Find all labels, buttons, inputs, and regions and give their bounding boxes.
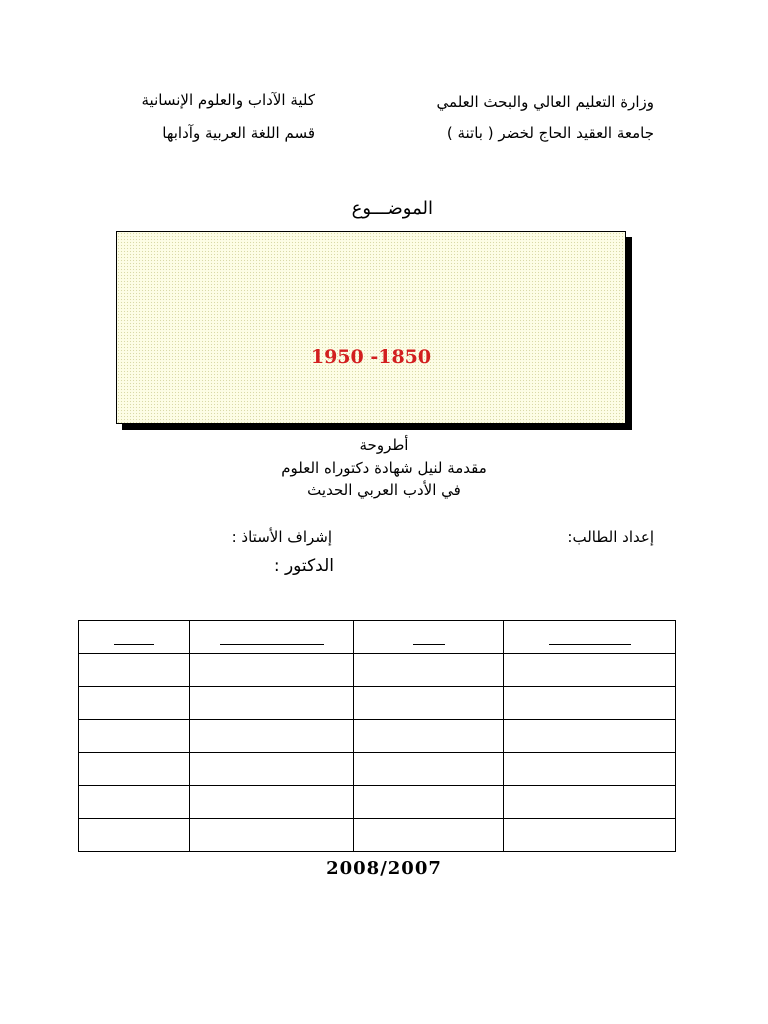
- supervisor-label: إشراف الأستاذ :: [231, 528, 332, 546]
- table-cell: [190, 819, 354, 852]
- table-header-cell: [354, 621, 504, 654]
- table-cell: [79, 819, 190, 852]
- table-cell: [190, 753, 354, 786]
- table-cell: [354, 786, 504, 819]
- table-cell: [354, 687, 504, 720]
- table-cell: [504, 687, 676, 720]
- blank-line: [114, 632, 154, 645]
- academic-year: 2008/2007: [326, 858, 442, 879]
- table-cell: [79, 753, 190, 786]
- table-cell: [354, 720, 504, 753]
- table-cell: [190, 786, 354, 819]
- table-header-row: [79, 621, 676, 654]
- table-cell: [504, 819, 676, 852]
- table-cell: [79, 654, 190, 687]
- doctor-label: الدكتور :: [273, 556, 334, 576]
- table-cell: [504, 720, 676, 753]
- faculty-name: كلية الآداب والعلوم الإنسانية: [141, 91, 315, 109]
- table-cell: [190, 720, 354, 753]
- table-cell: [354, 654, 504, 687]
- table-header-cell: [79, 621, 190, 654]
- table-row: [79, 720, 676, 753]
- table-row: [79, 654, 676, 687]
- table-cell: [504, 654, 676, 687]
- blank-line: [220, 632, 324, 645]
- committee-table: [78, 620, 676, 852]
- table-cell: [354, 753, 504, 786]
- table-cell: [354, 819, 504, 852]
- table-cell: [79, 720, 190, 753]
- topic-label: الموضـــوع: [351, 198, 433, 219]
- blank-line: [413, 632, 445, 645]
- table-row: [79, 753, 676, 786]
- title-frame: [116, 231, 626, 424]
- university-name: جامعة العقيد الحاج لخضر ( باتنة ): [446, 124, 654, 142]
- thesis-field: في الأدب العربي الحديث: [307, 481, 461, 499]
- thesis-years: 1950 -1850: [310, 346, 432, 368]
- ministry-name: وزارة التعليم العالي والبحث العلمي: [436, 93, 654, 111]
- department-name: قسم اللغة العربية وآدابها: [162, 124, 315, 142]
- table-cell: [79, 786, 190, 819]
- table-row: [79, 819, 676, 852]
- table-row: [79, 687, 676, 720]
- table-header-cell: [504, 621, 676, 654]
- thesis-type: أطروحة: [359, 436, 409, 454]
- table-cell: [190, 654, 354, 687]
- student-label: إعداد الطالب:: [567, 528, 654, 546]
- blank-line: [549, 632, 631, 645]
- table-row: [79, 786, 676, 819]
- table-cell: [504, 753, 676, 786]
- table-cell: [190, 687, 354, 720]
- table-cell: [79, 687, 190, 720]
- table-header-cell: [190, 621, 354, 654]
- table-cell: [504, 786, 676, 819]
- thesis-degree: مقدمة لنيل شهادة دكتوراه العلوم: [281, 459, 487, 477]
